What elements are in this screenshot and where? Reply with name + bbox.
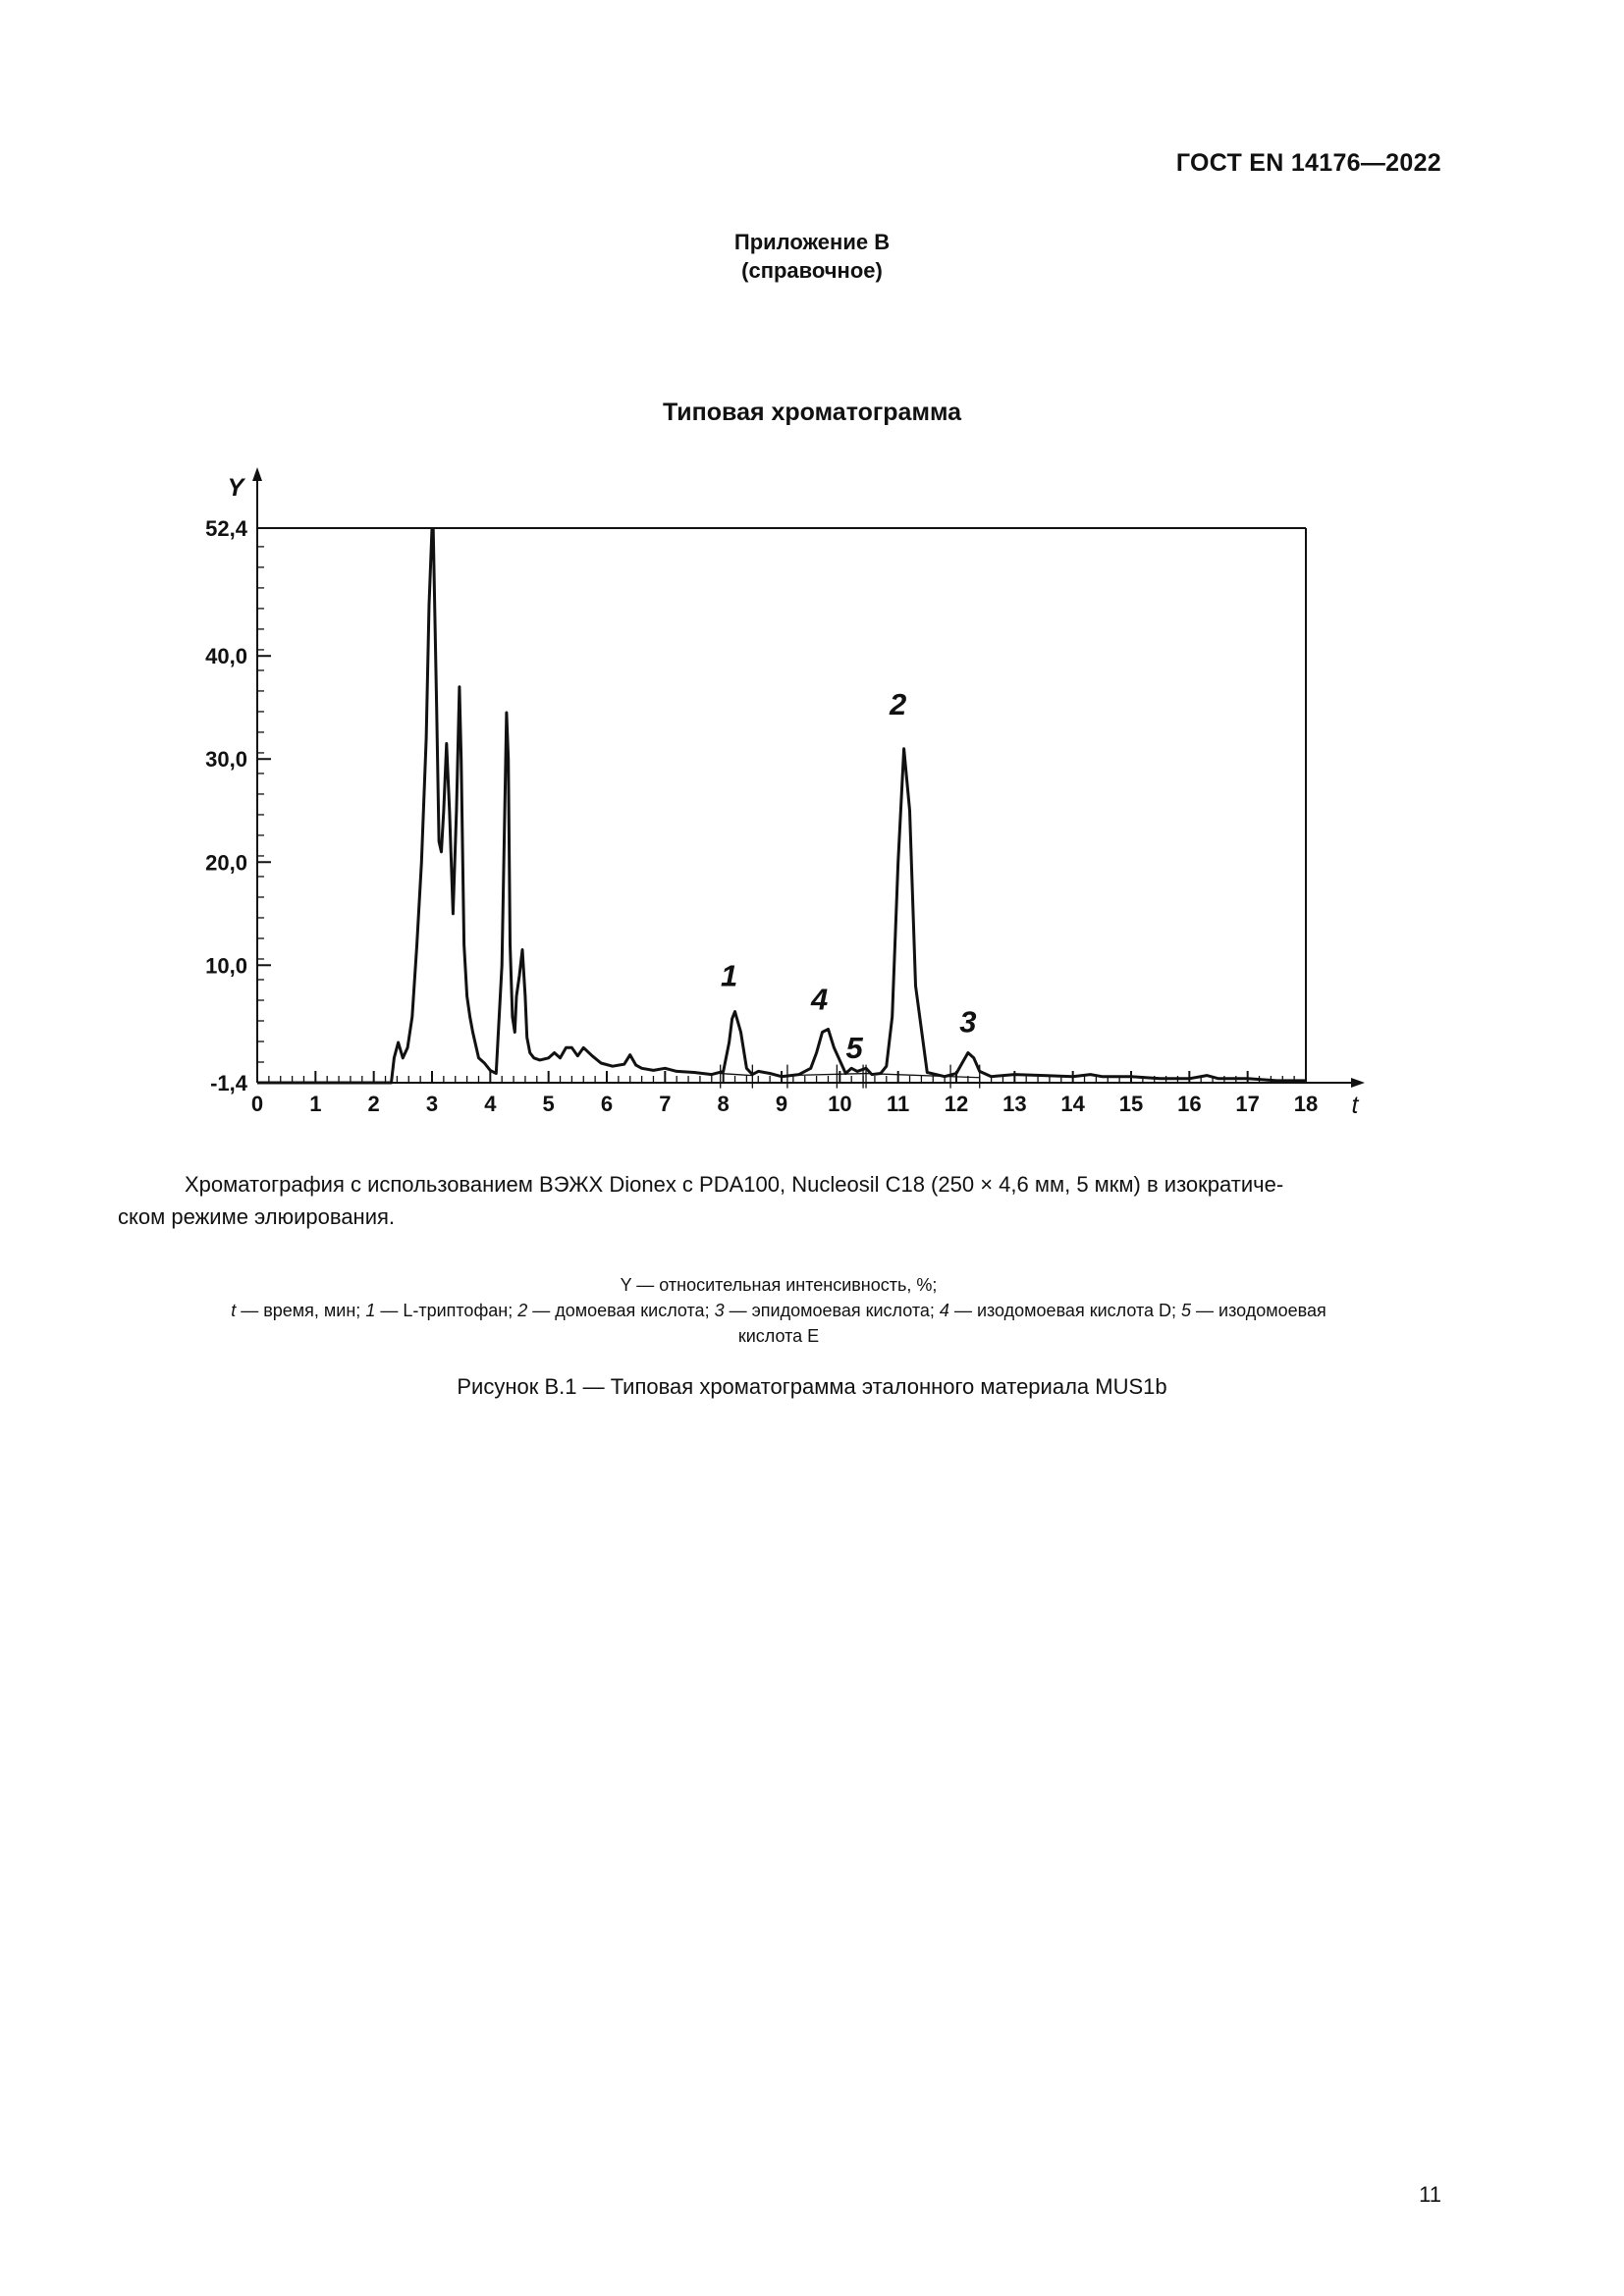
- x-tick-label: 7: [659, 1092, 672, 1116]
- y-tick-label: 52,4: [205, 516, 247, 541]
- x-tick-label: 10: [828, 1092, 852, 1116]
- annex-subtitle: (справочное): [741, 258, 883, 283]
- x-tick-label: 17: [1235, 1092, 1260, 1116]
- figure-title: Типовая хроматограмма: [662, 399, 962, 426]
- x-tick-label: 13: [1002, 1092, 1027, 1116]
- peak-label-2: 2: [890, 687, 907, 722]
- annex-title: Приложение В: [733, 230, 891, 254]
- x-tick-label: 18: [1293, 1092, 1319, 1116]
- legend-n5: 5: [1181, 1301, 1192, 1320]
- y-tick-label: 10,0: [205, 953, 247, 979]
- description-line-2: ском режиме элюирования.: [118, 1204, 396, 1229]
- legend-n4: 4: [939, 1301, 949, 1320]
- x-tick-label: 0: [250, 1092, 264, 1116]
- x-tick-label: 2: [367, 1092, 380, 1116]
- legend-y-text: — относительная интенсивность, %;: [631, 1275, 938, 1295]
- x-tick-label: 12: [944, 1092, 969, 1116]
- legend-n3: 3: [714, 1301, 725, 1320]
- y-tick-label: 30,0: [205, 747, 247, 773]
- y-tick-label: -1,4: [210, 1071, 247, 1095]
- y-axis-title: Y: [227, 474, 244, 502]
- figure-description: [118, 1168, 1438, 1233]
- x-tick-label: 8: [717, 1092, 730, 1116]
- integration-baseline: [866, 1074, 980, 1078]
- legend-n5-text: — изодомоевая: [1191, 1301, 1326, 1320]
- x-tick-label: 4: [484, 1092, 497, 1116]
- x-tick-label: 11: [887, 1092, 910, 1116]
- legend-n2: 2: [517, 1301, 528, 1320]
- x-axis-arrow: [1351, 1078, 1365, 1088]
- integration-baseline: [721, 1074, 753, 1076]
- y-axis-arrow: [252, 467, 262, 481]
- x-tick-label: 1: [309, 1092, 322, 1116]
- x-axis-title: t: [1351, 1092, 1359, 1119]
- legend-t-text: — время, мин;: [236, 1301, 366, 1320]
- document-code: ГОСТ EN 14176—2022: [1175, 149, 1441, 177]
- description-line-1: Хроматография с использованием ВЭЖХ Dionex с PDA100, Nucleosil C18 (250 × 4,6 мм, 5 мкм) в изократиче-: [185, 1172, 1284, 1197]
- plot-frame: [252, 467, 1365, 1088]
- peak-label-1: 1: [720, 958, 738, 993]
- peak-label-3: 3: [959, 1004, 977, 1040]
- y-tick-label: 20,0: [205, 850, 247, 876]
- x-tick-label: 15: [1118, 1092, 1144, 1116]
- legend-t-symbol: t: [231, 1301, 237, 1320]
- figure-legend: [116, 1272, 1441, 1349]
- peak-label-4: 4: [810, 982, 829, 1017]
- x-tick-label: 3: [425, 1092, 439, 1116]
- legend-n1-text: — L-триптофан;: [375, 1301, 518, 1320]
- x-tick-label: 16: [1177, 1092, 1202, 1116]
- series-layer: [257, 528, 1306, 1089]
- legend-n2-text: — домоевая кислота;: [527, 1301, 715, 1320]
- x-tick-label: 5: [542, 1092, 555, 1116]
- chromatogram-line: [257, 528, 1306, 1083]
- legend-line-1: [116, 1272, 1441, 1298]
- legend-line-3: кислота Е: [737, 1326, 820, 1346]
- legend-n4-text: — изодомоевая кислота D;: [948, 1301, 1181, 1320]
- x-tick-label: 14: [1060, 1092, 1085, 1116]
- legend-n1: 1: [365, 1301, 376, 1320]
- page-number: 11: [1419, 2182, 1441, 2207]
- x-tick-label: 9: [775, 1092, 788, 1116]
- x-tick-label: 6: [600, 1092, 614, 1116]
- legend-n3-text: — эпидомоевая кислота;: [724, 1301, 940, 1320]
- y-tick-label: 40,0: [205, 644, 247, 669]
- legend-line-2: [116, 1298, 1441, 1323]
- peak-label-5: 5: [845, 1030, 863, 1065]
- axis-labels: [205, 474, 1359, 1119]
- figure-caption: Рисунок В.1 — Типовая хроматограмма эталонного материала MUS1b: [457, 1374, 1167, 1399]
- legend-y-symbol: Y: [620, 1275, 632, 1295]
